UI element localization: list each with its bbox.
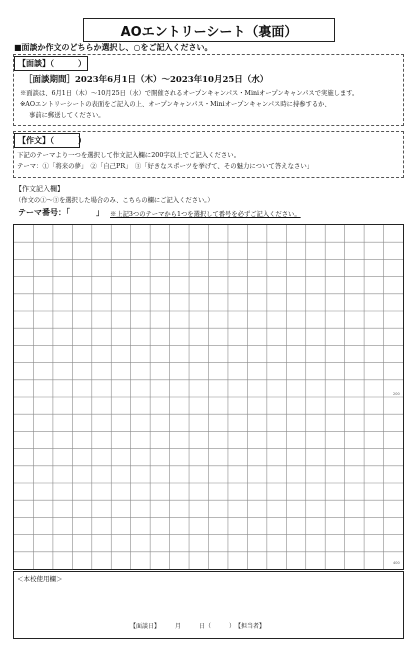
essay-instruction: 下記のテーマより一つを選択して作文記入欄に200字以上でご記入ください。: [17, 151, 241, 159]
interview-period: ［面談期間］2023年6月1日（木）～2023年10月25日（水）: [24, 75, 269, 85]
interview-label[interactable]: 【面談】（ ）: [14, 56, 88, 71]
essay-writing-grid[interactable]: [13, 224, 404, 570]
entry-sub-note: （作文の①～③を選択した場合のみ、こちらの欄にご記入ください。）: [15, 197, 214, 204]
char-count-400: 400: [393, 561, 400, 565]
page-title: [83, 18, 335, 42]
theme-number-close: 」: [96, 208, 104, 217]
office-use-label: ＜本校使用欄＞: [17, 575, 63, 583]
selection-instruction: ■面談か作文のどちらか選択し、○をご記入ください。: [14, 43, 213, 52]
theme-number-label: テーマ番号：「: [18, 208, 70, 217]
theme-number-row: [18, 207, 301, 218]
entry-label: 【作文記入欄】: [15, 185, 64, 193]
interview-note-2: ※AOエントリーシートの表面をご記入の上、オープンキャンパス・Miniオープンキャンパス時に持参するか、: [20, 101, 331, 108]
essay-label[interactable]: 【作文】（ ）: [14, 133, 80, 148]
interview-note-1: ※面談は、6月1日（木）～10月25日（水）で開催されるオープンキャンパス・Miniオープンキャンパスで実施します。: [20, 90, 359, 97]
theme-number-note: ※上記3つのテーマから1つを選択して番号を必ずご記入ください。: [110, 211, 301, 218]
office-use-footer: 【面談日】 月 日（ ） 【担当者】: [130, 623, 266, 630]
page-title-text: AOエントリーシート（裏面）: [120, 24, 298, 40]
char-count-200: 200: [393, 392, 400, 396]
manuscript-grid: [14, 225, 403, 569]
essay-themes: テーマ：①「将来の夢」 ②「自己PR」 ③「好きなスポーツを挙げて、その魅力について答えなさい」: [17, 162, 314, 170]
interview-note-3: 事前に郵送してください。: [29, 112, 105, 119]
